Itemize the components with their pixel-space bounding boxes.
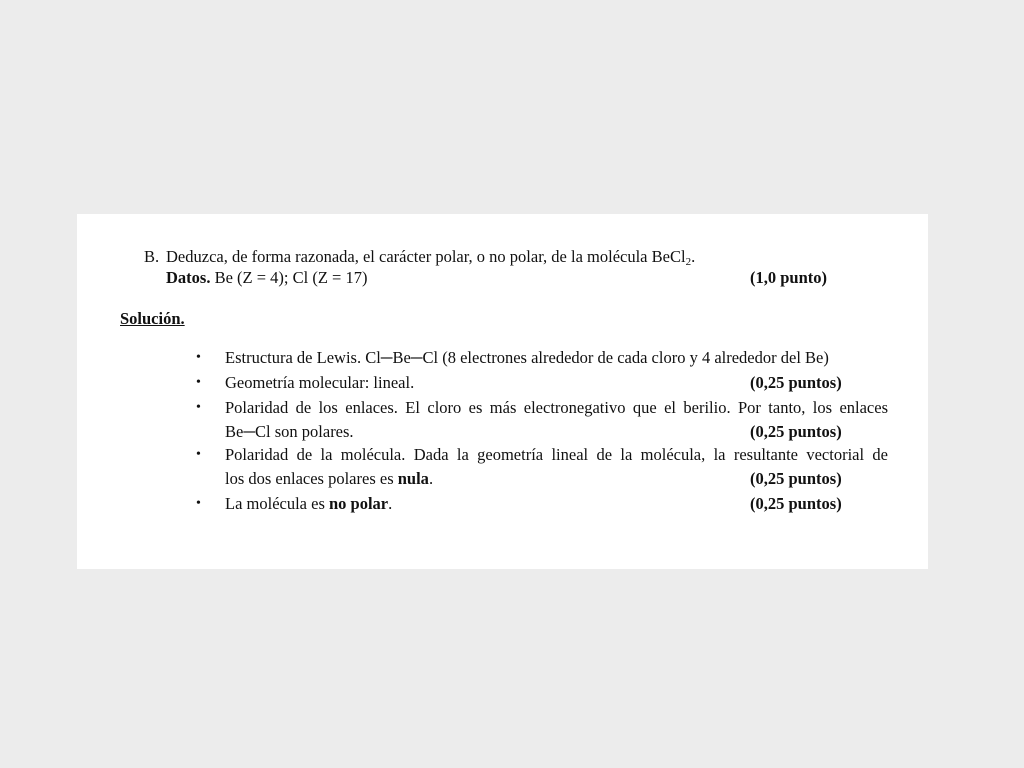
question-points: (1,0 punto) [750,268,828,287]
item-4-line-1: Polaridad de la molécula. Dada la geometría lineal de la molécula, la resultante vectorial de [225,445,888,464]
document-page [77,214,928,569]
question-letter: B. [144,247,160,266]
item-3-line-2: Be─Cl son polares. [225,422,354,441]
datos-text: Be (Z = 4); Cl (Z = 17) [210,268,368,287]
question-text [166,247,695,267]
item-5-points: (0,25 puntos) [750,494,842,513]
bullet-5: • [196,496,201,511]
item-4-line-2-bold: nula [397,469,429,488]
item-5-bold: no polar [329,494,389,513]
item-5-post: . [388,494,393,513]
item-1-text: Estructura de Lewis. Cl─Be─Cl (8 electrones alrededor de cada cloro y 4 alrededor del Be) [225,348,829,367]
item-4-line-2 [225,469,433,489]
solution-heading: Solución. [120,309,185,328]
bullet-1: • [196,350,201,365]
bullet-2: • [196,375,201,390]
datos-line [166,268,367,288]
item-3-points: (0,25 puntos) [750,422,842,441]
item-4-line-2-post: . [428,469,434,488]
question-end: . [691,247,696,266]
item-2-text: Geometría molecular: lineal. [225,373,415,392]
question-subscript: 2 [685,256,692,268]
bullet-3: • [196,400,201,415]
item-3-line-1: Polaridad de los enlaces. El cloro es más electronegativo que el berilio. Por tanto, los enlaces [225,398,888,417]
bullet-4: • [196,447,201,462]
item-5-text [225,494,392,514]
datos-label: Datos. [166,268,211,287]
item-5-pre: La molécula es [225,494,329,513]
question-body: Deduzca, de forma razonada, el carácter polar, o no polar, de la molécula BeCl [166,247,686,266]
item-4-points: (0,25 puntos) [750,469,842,488]
item-4-line-2-pre: los dos enlaces polares es [225,469,398,488]
item-2-points: (0,25 puntos) [750,373,842,392]
